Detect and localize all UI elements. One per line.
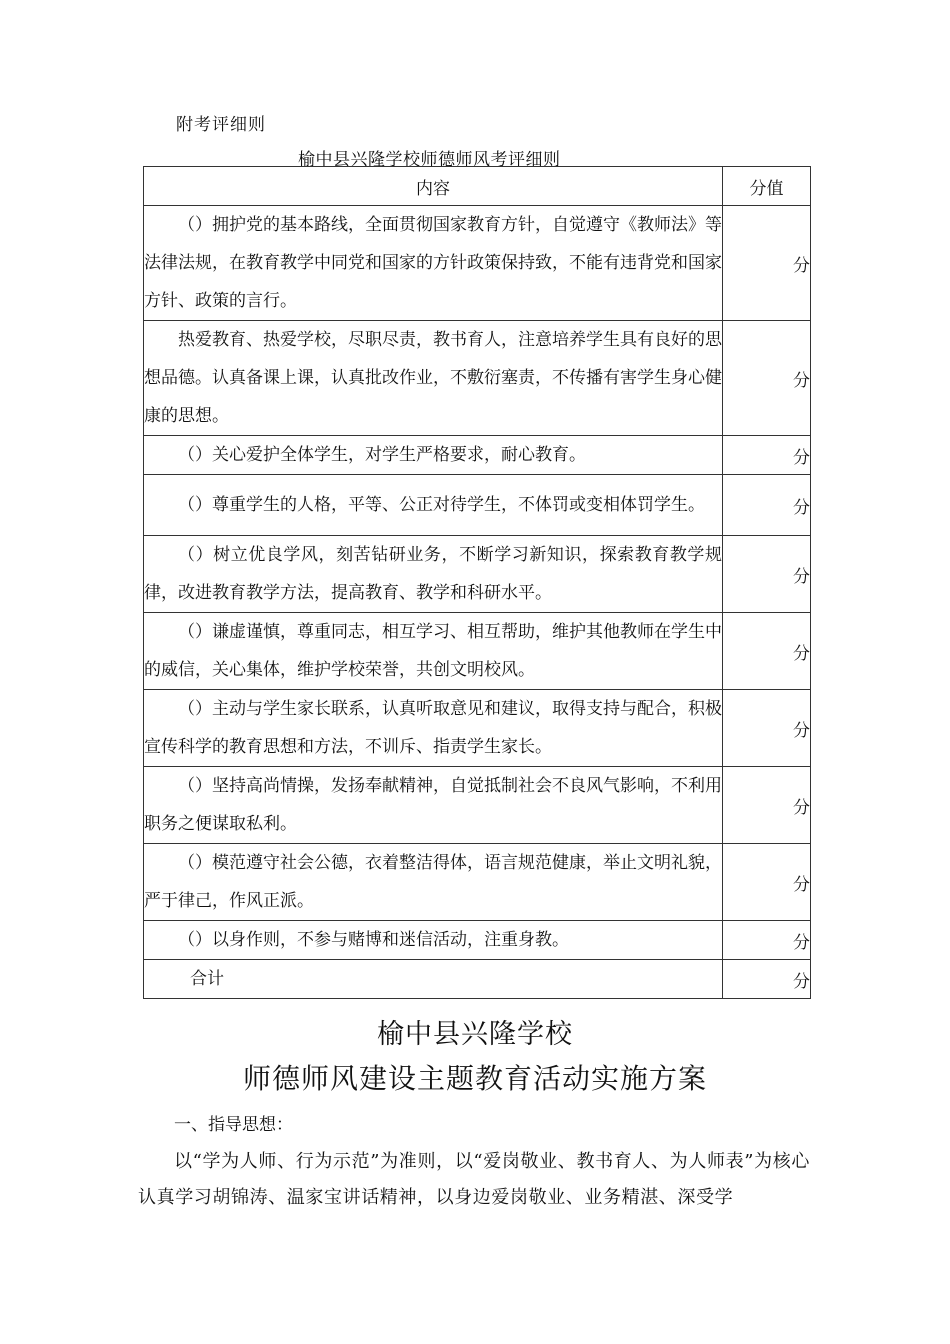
- row-content-text: 热爱教育、热爱学校，尽职尽责，教书育人，注意培养学生具有良好的思想品德。认真备课上课，认真批改作业，不敷衍塞责，不传播有害学生身心健康的思想。: [144, 330, 722, 426]
- table-row: [144, 767, 811, 844]
- table-row: [144, 844, 811, 921]
- table-total-row: [144, 960, 811, 999]
- row-content-text: （）以身作则，不参与赌博和迷信活动，注重身教。: [178, 930, 569, 950]
- table-header-row: [144, 167, 811, 206]
- row-content: [144, 921, 723, 960]
- row-content: [144, 844, 723, 921]
- row-content-text: （）拥护党的基本路线，全面贯彻国家教育方针，自觉遵守《教师法》等法律法规，在教育教学中同党和国家的方针政策保持致，不能有违背党和国家方针、政策的言行。: [144, 215, 722, 311]
- row-score: 分: [723, 921, 811, 960]
- table-row: [144, 475, 811, 536]
- evaluation-table: [143, 166, 811, 999]
- row-content-text: （）树立优良学风，刻苦钻研业务，不断学习新知识，探索教育教学规律，改进教育教学方法，提高教育、教学和科研水平。: [144, 545, 722, 603]
- row-score: 分: [723, 321, 811, 436]
- table-row: [144, 536, 811, 613]
- table-row: [144, 921, 811, 960]
- row-score: 分: [723, 767, 811, 844]
- table-row: [144, 206, 811, 321]
- table-title: 榆中县兴隆学校师德师风考评细则: [298, 150, 561, 170]
- row-content-text: （）坚持高尚情操，发扬奉献精神，自觉抵制社会不良风气影响，不利用职务之便谋取私利。: [144, 776, 722, 834]
- row-content: [144, 206, 723, 321]
- school-name: 榆中县兴隆学校: [377, 1019, 573, 1050]
- table-row: [144, 436, 811, 475]
- table-row: [144, 321, 811, 436]
- row-content-text: （）模范遵守社会公德，衣着整洁得体，语言规范健康，举止文明礼貌，严于律己，作风正派。: [144, 853, 722, 911]
- guiding-ideology-paragraph: 以“学为人师、行为示范”为准则，以“爱岗敬业、教书育人、为人师表”为核心认真学习胡锦涛、温家宝讲话精神，以身边爱岗敬业、业务精湛、深受学: [138, 1151, 810, 1208]
- row-content: [144, 436, 723, 475]
- row-score: 分: [723, 475, 811, 536]
- row-content: [144, 767, 723, 844]
- row-content-text: （）谦虚谨慎，尊重同志，相互学习、相互帮助，维护其他教师在学生中的威信，关心集体，维护学校荣誉，共创文明校风。: [144, 622, 722, 680]
- row-score: 分: [723, 436, 811, 475]
- row-content: [144, 321, 723, 436]
- row-content-text: （）尊重学生的人格，平等、公正对待学生，不体罚或变相体罚学生。: [178, 495, 705, 515]
- row-content: [144, 536, 723, 613]
- row-content-text: （）主动与学生家长联系，认真听取意见和建议，取得支持与配合，积极宣传科学的教育思想和方法，不训斥、指责学生家长。: [144, 699, 722, 757]
- section-heading: 一、指导思想：: [174, 1115, 293, 1135]
- plan-title: 师德师风建设主题教育活动实施方案: [242, 1062, 707, 1095]
- row-score: 分: [723, 206, 811, 321]
- row-score: 分: [723, 690, 811, 767]
- header-content: 内容: [144, 167, 723, 206]
- total-label: 合计: [144, 960, 723, 999]
- row-content: [144, 475, 723, 536]
- total-score: 分: [723, 960, 811, 999]
- row-content-text: （）关心爱护全体学生，对学生严格要求，耐心教育。: [178, 445, 586, 465]
- row-score: 分: [723, 844, 811, 921]
- appendix-label: 附考评细则: [176, 115, 266, 135]
- table-row: [144, 613, 811, 690]
- row-score: 分: [723, 536, 811, 613]
- row-content: [144, 690, 723, 767]
- row-content: [144, 613, 723, 690]
- table-row: [144, 690, 811, 767]
- row-score: 分: [723, 613, 811, 690]
- header-score: 分值: [723, 167, 811, 206]
